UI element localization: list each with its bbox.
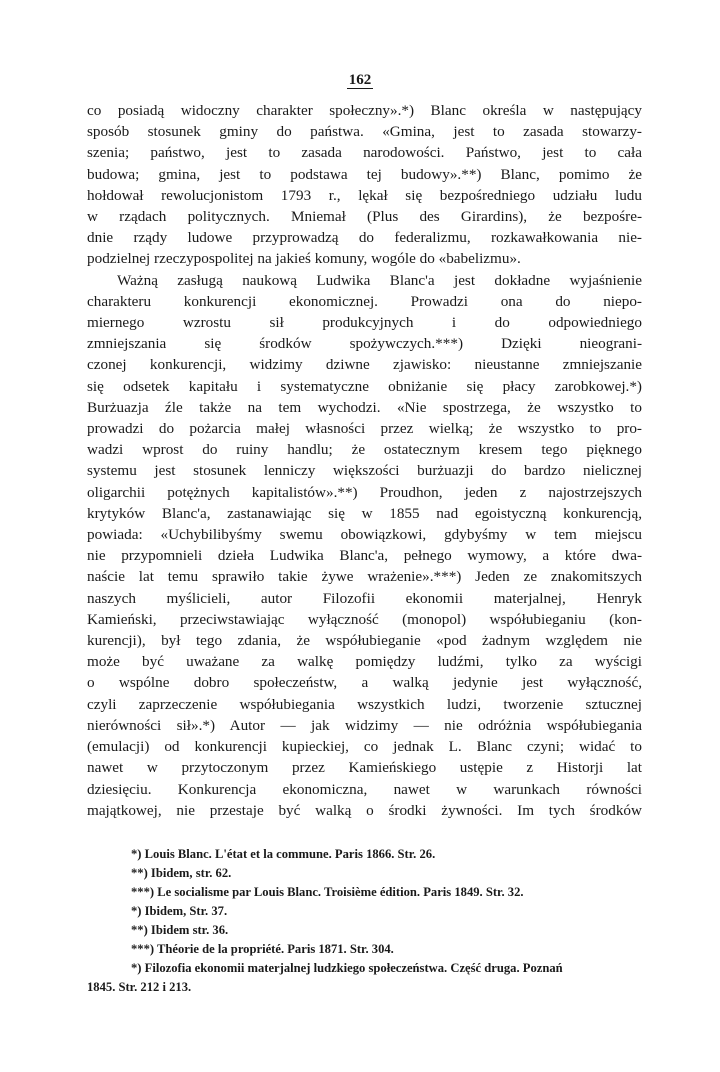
text-line: charakteru konkurencji ekonomicznej. Prowadzi ona do niepo-: [87, 292, 642, 310]
text-line: dziesięciu. Konkurencja ekonomiczna, nawet w warunkach równości: [87, 780, 642, 798]
footnote: 1845. Str. 212 i 213.: [87, 980, 192, 994]
body-text: [87, 100, 642, 821]
text-line: co posiadą widoczny charakter społeczny».*) Blanc określa w następujący: [87, 102, 642, 119]
text-line: czyli zaprzeczenie współubiegania wszystkich ludzi, tworzenie sztucznej: [87, 695, 642, 713]
footnote: *) Filozofia ekonomii materjalnej ludzkiego społeczeństwa. Część druga. Poznań: [131, 961, 563, 975]
text-line: zmniejszania się środków spożywczych.***) Dzięki nieograni-: [87, 335, 642, 353]
text-line: (emulacji) od konkurencji kupieckiej, co jednak L. Blanc czyni; widać to: [87, 738, 642, 756]
text-line: nie przypomnieli dzieła Ludwika Blanc'a, pełnego wymowy, a które dwa-: [87, 547, 642, 565]
text-line: hołdował rewolucjonistom 1793 r., lękał się bezpośredniego udziału ludu: [87, 186, 642, 204]
text-line: o wspólne dobro społeczeństw, a walką jedynie jest wyłączność,: [87, 674, 642, 692]
text-line: naście lat temu sprawiło takie żywe wrażenie».***) Jeden ze znakomitszych: [87, 568, 642, 586]
text-line: miernego wzrostu sił produkcyjnych i do odpowiedniego: [87, 314, 642, 332]
footnote: *) Louis Blanc. L'état et la commune. Paris 1866. Str. 26.: [131, 847, 436, 861]
text-line: nierówności sił».*) Autor — jak widzimy — nie odróżnia współubiegania: [87, 716, 642, 734]
page-number-text: 162: [348, 72, 372, 88]
text-line: może być uważane za walkę pomiędzy ludźmi, tylko za wyścigi: [87, 653, 642, 671]
text-line: naszych myślicieli, autor Filozofii ekonomii materjalnej, Henryk: [87, 589, 642, 607]
text-line: nawet w przytoczonym przez Kamieńskiego ustępie z Historji lat: [87, 759, 642, 777]
page-number: [0, 72, 720, 89]
text-line: dnie rządy ludowe przyprowadzą do federalizmu, rozkawałkowania nie-: [87, 229, 642, 247]
text-line: szenia; państwo, jest to zasada narodowości. Państwo, jest to cała: [87, 144, 642, 162]
text-line: się odsetek kapitału i systematyczne obniżanie się płacy zarobkowej.*): [87, 377, 642, 395]
text-line: prowadzi do pożarcia małej własności przez wielką; że wszystko to pro-: [87, 420, 642, 438]
text-line: oligarchii potężnych kapitalistów».**) Proudhon, jeden z najostrzejszych: [87, 483, 642, 501]
text-line: Kamieński, przeciwstawiając wyłączność (monopol) współubieganiu (kon-: [87, 610, 642, 628]
text-line: systemu jest stosunek lenniczy większości burżuazji do bardzo nielicznej: [87, 462, 642, 480]
text-line: czonej konkurencji, widzimy dziwne zjawisko: nieustanne zmniejszanie: [87, 356, 642, 374]
text-line: powiada: «Uchybilibyśmy swemu obowiązkowi, gdybyśmy w tem miejscu: [87, 526, 642, 544]
text-line: krytyków Blanc'a, zastanawiając się w 1855 nad egoistyczną konkurencją,: [87, 504, 642, 522]
footnote: **) Ibidem str. 36.: [131, 923, 229, 937]
text-line: kurencji), był tego zdania, że współubieganie «pod żadnym względem nie: [87, 632, 642, 650]
footnotes: [87, 845, 642, 997]
text-line: budowa; gmina, jest to podstawa tej budowy».**) Blanc, pomimo że: [87, 165, 642, 183]
footnote: **) Ibidem, str. 62.: [131, 866, 232, 880]
text-line: w rządach politycznych. Mniemał (Plus des Girardins), że bezpośre-: [87, 208, 642, 226]
footnote: ***) Théorie de la propriété. Paris 1871. Str. 304.: [131, 942, 394, 956]
text-line: sposób stosunek gminy do państwa. «Gmina, jest to zasada stowarzy-: [87, 123, 642, 141]
text-line: Burżuazja źle także na tem wychodzi. «Nie spostrzega, że wszystko to: [87, 398, 642, 416]
text-line: podzielnej rzeczypospolitej na jakieś komuny, wogóle do «babelizmu».: [87, 250, 521, 268]
footnote: ***) Le socialisme par Louis Blanc. Troisième édition. Paris 1849. Str. 32.: [131, 885, 524, 899]
footnote: *) Ibidem, Str. 37.: [131, 904, 228, 918]
text-line: wadzi wprost do ruiny handlu; że ostatecznym kresem tego pięknego: [87, 441, 642, 459]
text-line: Ważną zasługą naukową Ludwika Blanc'a jest dokładne wyjaśnienie: [117, 271, 642, 289]
text-line: majątkowej, nie przestaje być walką o środki żywności. Im tych środków: [87, 801, 642, 819]
